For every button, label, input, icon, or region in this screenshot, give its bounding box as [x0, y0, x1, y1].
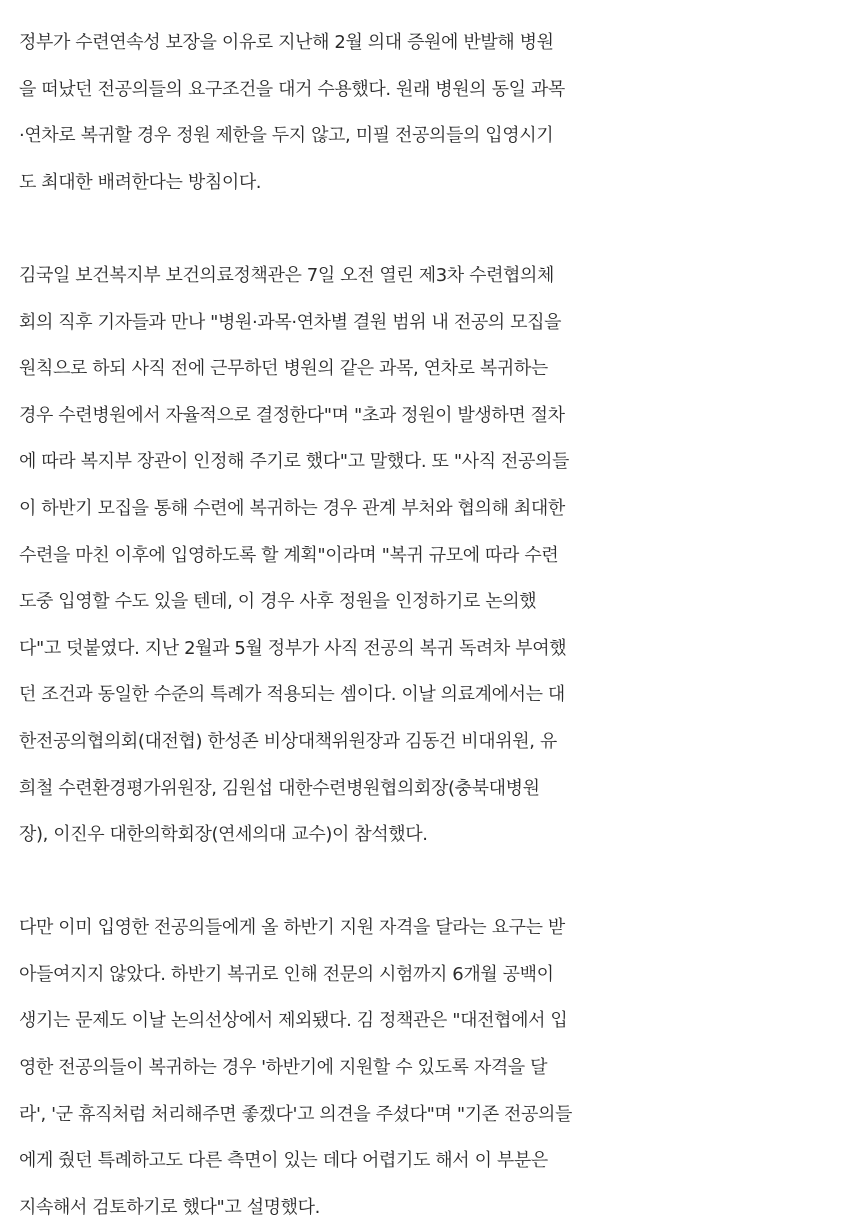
text-line: 희철 수련환경평가위원장, 김원섭 대한수련병원협의회장(충북대병원	[19, 777, 540, 799]
text-line: 다만 이미 입영한 전공의들에게 올 하반기 지원 자격을 달라는 요구는 받	[19, 917, 565, 939]
text-line: 한전공의협의회(대전협) 한성존 비상대책위원장과 김동건 비대위원, 유	[19, 730, 557, 752]
text-line: 다"고 덧붙였다. 지난 2월과 5월 정부가 사직 전공의 복귀 독려차 부여했	[19, 637, 567, 659]
paragraph-3	[19, 905, 839, 1231]
text-line: 김국일 보건복지부 보건의료정책관은 7일 오전 열린 제3차 수련협의체	[19, 264, 555, 286]
text-line: 던 조건과 동일한 수준의 특례가 적용되는 셈이다. 이날 의료계에서는 대	[19, 684, 565, 706]
text-line: 경우 수련병원에서 자율적으로 결정한다"며 "초과 정원이 발생하면 절차	[19, 404, 565, 426]
text-line: 아들여지지 않았다. 하반기 복귀로 인해 전문의 시험까지 6개월 공백이	[19, 963, 554, 985]
text-line: 에 따라 복지부 장관이 인정해 주기로 했다"고 말했다. 또 "사직 전공의들	[19, 451, 569, 473]
text-line: 도중 입영할 수도 있을 텐데, 이 경우 사후 정원을 인정하기로 논의했	[19, 591, 537, 613]
text-line: 원칙으로 하되 사직 전에 근무하던 병원의 같은 과목, 연차로 복귀하는	[19, 358, 548, 380]
text-line: 생기는 문제도 이날 논의선상에서 제외됐다. 김 정책관은 "대전협에서 입	[19, 1010, 568, 1032]
text-line: 라', '군 휴직처럼 처리해주면 좋겠다'고 의견을 주셨다"며 "기존 전공의들	[19, 1103, 572, 1125]
text-line: 을 떠났던 전공의들의 요구조건을 대거 수용했다. 원래 병원의 동일 과목	[19, 78, 565, 100]
paragraph-2	[19, 253, 839, 859]
paragraph-spacer	[19, 206, 839, 253]
text-line: 정부가 수련연속성 보장을 이유로 지난해 2월 의대 증원에 반발해 병원	[19, 32, 554, 53]
text-line: 지속해서 검토하기로 했다"고 설명했다.	[19, 1196, 320, 1218]
paragraph-spacer	[19, 859, 839, 906]
text-line: 수련을 마친 이후에 입영하도록 할 계획"이라며 "복귀 규모에 따라 수련	[19, 544, 559, 566]
text-line: ·연차로 복귀할 경우 정원 제한을 두지 않고, 미필 전공의들의 입영시기	[19, 125, 554, 147]
article-body	[19, 20, 839, 1231]
text-line: 장), 이진우 대한의학회장(연세의대 교수)이 참석했다.	[19, 824, 428, 846]
text-line: 이 하반기 모집을 통해 수련에 복귀하는 경우 관계 부처와 협의해 최대한	[19, 497, 565, 519]
paragraph-1	[19, 20, 839, 206]
text-line: 에게 줬던 특례하고도 다른 측면이 있는 데다 어렵기도 해서 이 부분은	[19, 1150, 548, 1172]
text-line: 영한 전공의들이 복귀하는 경우 '하반기에 지원할 수 있도록 자격을 달	[19, 1057, 548, 1079]
text-line: 회의 직후 기자들과 만나 "병원·과목·연차별 결원 범위 내 전공의 모집을	[19, 311, 562, 333]
text-line: 도 최대한 배려한다는 방침이다.	[19, 171, 262, 193]
